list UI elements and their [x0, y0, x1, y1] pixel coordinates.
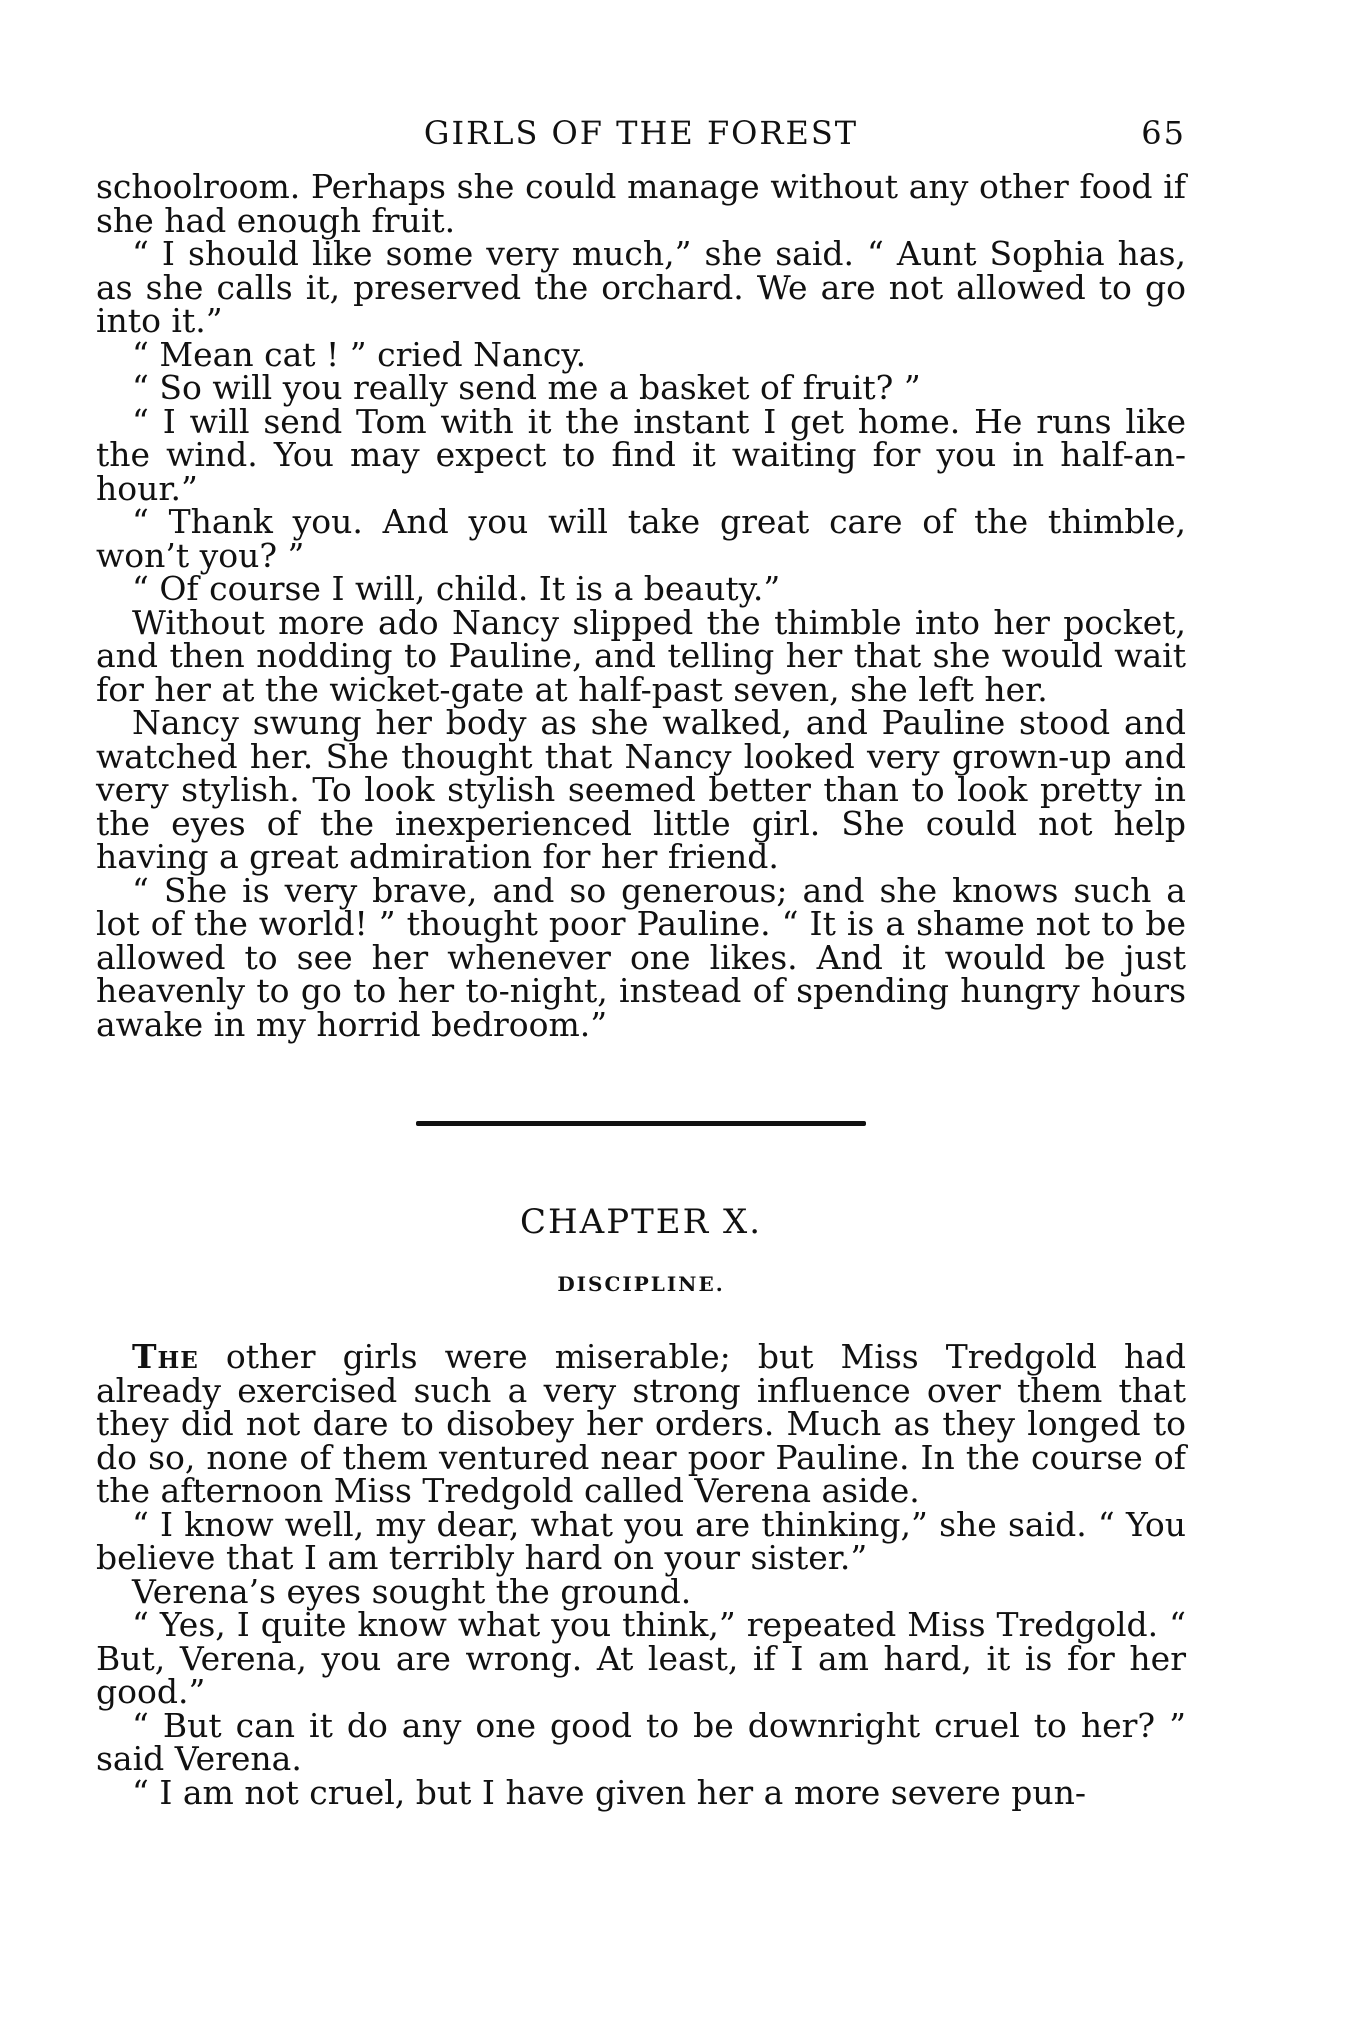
book-page: [96, 110, 1186, 1812]
chapter-opening-paragraph: [96, 1337, 1186, 1510]
body-text-chapter: [96, 1337, 1186, 1812]
paragraph: “ Of course I will, child. It is a beauty.”: [132, 569, 781, 608]
paragraph: Nancy swung her body as she walked, and Pauline stood and watched her. She thought that Nancy looked very grown-up and very stylish. To look stylish seemed better than to look pretty in the eyes of the inexperienced little girl. She could not help having a great admiration for her friend.: [96, 703, 1186, 876]
paragraph: “ I am not cruel, but I have given her a more severe pun-: [132, 1772, 1087, 1812]
section-divider: [416, 1121, 866, 1126]
chapter-lead-word: The: [132, 1337, 199, 1376]
paragraph: “ Mean cat ! ” cried Nancy.: [132, 334, 587, 374]
paragraph: Verena’s eyes sought the ground.: [132, 1571, 692, 1611]
paragraph: “ But can it do any one good to be downright cruel to her? ” said Verena.: [96, 1705, 1186, 1778]
paragraph: “ So will you really send me a basket of fruit? ”: [132, 368, 921, 407]
running-title: GIRLS OF THE FOREST: [423, 114, 859, 152]
chapter-opening-text: other girls were miserable; but Miss Tredgold had already exercised such a very strong influence over them that they did not dare to disobey her orders. Much as they longed to do so, none of them ventured near poor Pauline. In the course of the afternoon Miss Tredgold called Verena aside.: [96, 1337, 1186, 1510]
paragraph: Without more ado Nancy slipped the thimble into her pocket, and then nodding to Pauline, and telling her that she would wait for her at the wicket-gate at half-past seven, she left her.: [96, 602, 1186, 709]
paragraph: “ Yes, I quite know what you think,” repeated Miss Tredgold. “ But, Verena, you are wrong. At least, if I am hard, it is for her good.”: [96, 1605, 1186, 1711]
chapter-subtitle: DISCIPLINE.: [557, 1272, 725, 1296]
paragraph: “ Thank you. And you will take great care of the thimble, won’t you? ”: [96, 502, 1186, 575]
paragraph: “ She is very brave, and so generous; and she knows such a lot of the world! ” thought poor Pauline. “ It is a shame not to be allowed to see her whenever one likes. And it would be just heavenly to go to her to-night, instead of spending hungry hours awake in my horrid bedroom.”: [96, 870, 1186, 1044]
paragraph: “ I should like some very much,” she said. “ Aunt Sophia has, as she calls it, preserved the orchard. We are not allowed to go into it.”: [96, 234, 1186, 340]
paragraph: schoolroom. Perhaps she could manage without any other food if she had enough fruit.: [96, 167, 1186, 240]
paragraph: “ I know well, my dear, what you are thinking,” she said. “ You believe that I am terribly hard on your sister.”: [96, 1504, 1186, 1577]
body-text-bottom: [96, 1504, 1186, 1812]
page-header: [96, 110, 1186, 170]
page-number: 65: [1141, 114, 1186, 152]
body-text-top: [96, 167, 1186, 1044]
paragraph: “ I will send Tom with it the instant I get home. He runs like the wind. You may expect to find it waiting for you in half-an-hour.”: [96, 401, 1186, 508]
chapter-title: CHAPTER X.: [519, 1202, 762, 1242]
